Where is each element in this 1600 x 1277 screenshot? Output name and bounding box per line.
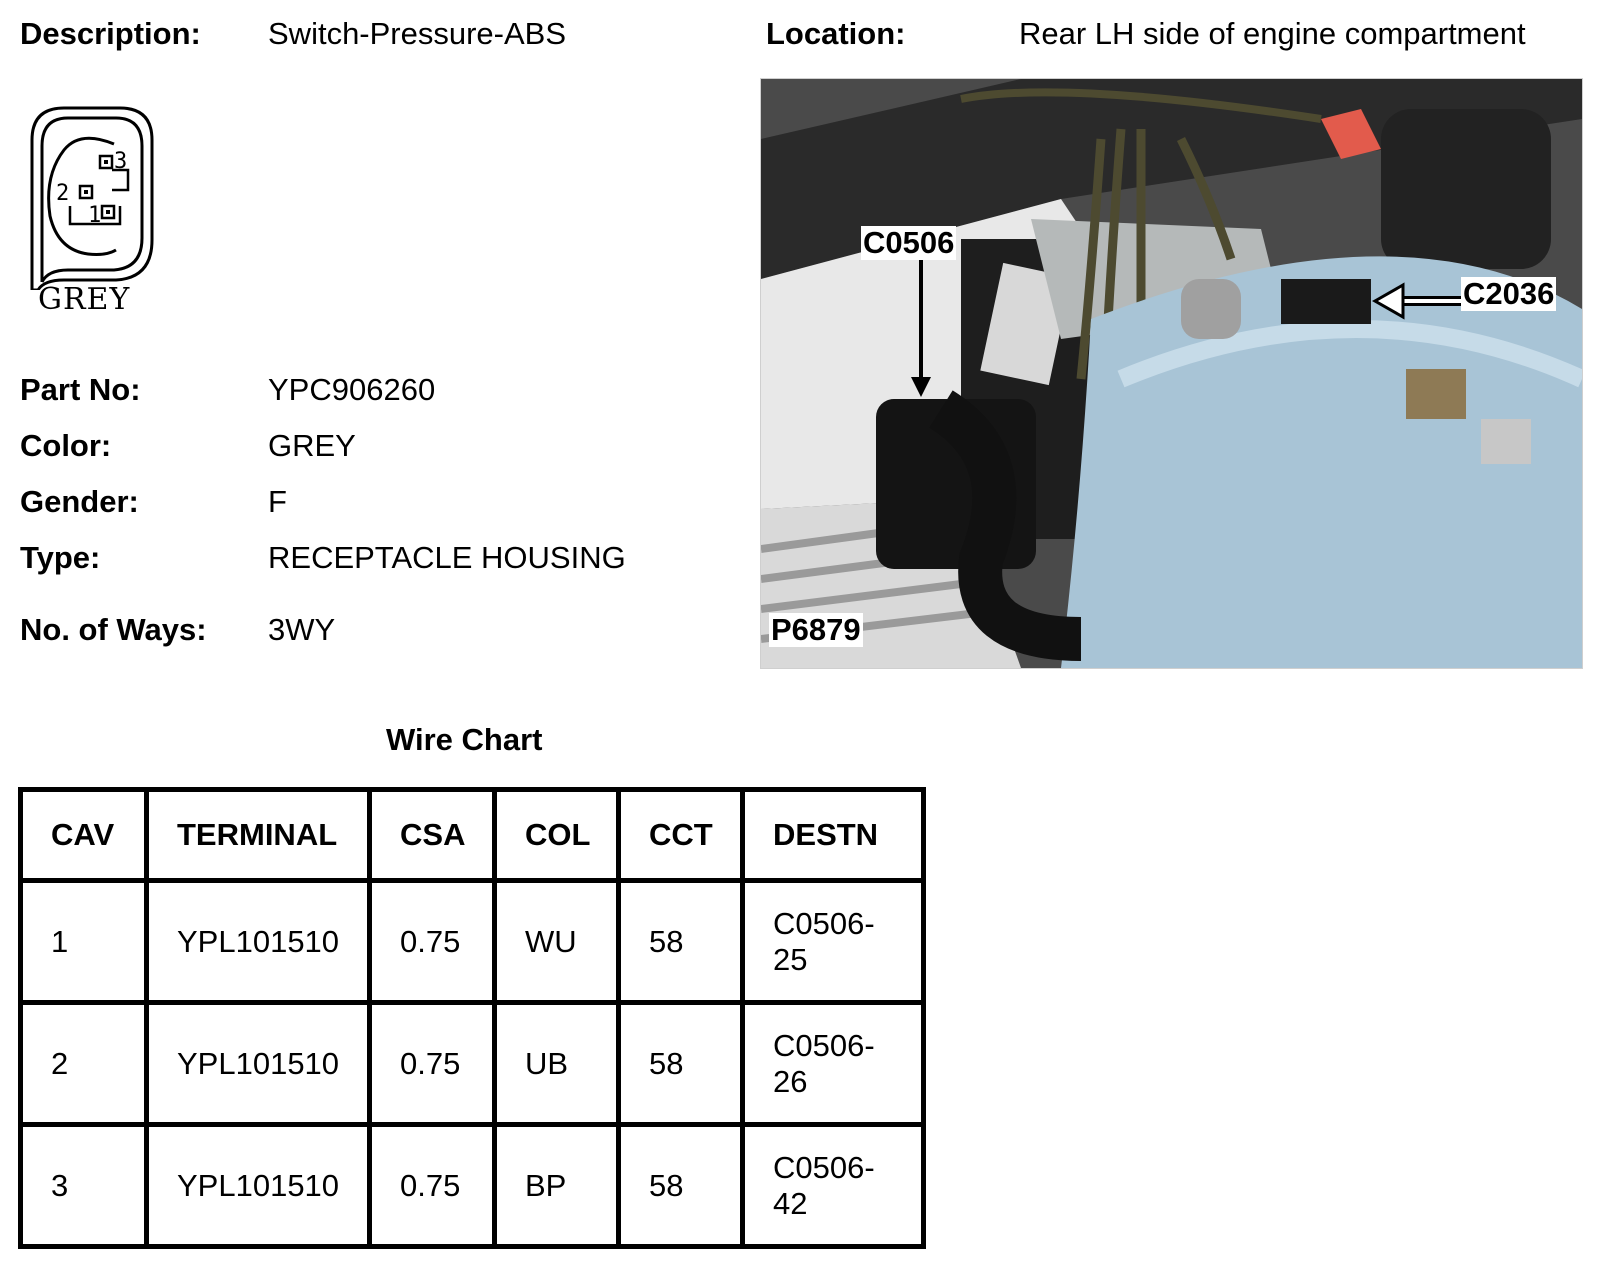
- terminal-cell: YPL101510: [147, 881, 370, 1003]
- column-header-cct: CCT: [619, 790, 743, 881]
- column-header-cav: CAV: [21, 790, 147, 881]
- cav-cell: 2: [21, 1003, 147, 1125]
- description-label: Description:: [20, 16, 201, 51]
- connector-color-caption: GREY: [38, 282, 131, 317]
- column-header-destn: DESTN: [743, 790, 924, 881]
- part-no-value: YPC906260: [268, 372, 436, 407]
- col-cell: BP: [495, 1125, 619, 1247]
- destn-line-2: 26: [773, 1063, 808, 1099]
- pin-1-label: 1: [88, 203, 102, 228]
- terminal-cell: YPL101510: [147, 1125, 370, 1247]
- column-header-terminal: TERMINAL: [147, 790, 370, 881]
- type-label: Type:: [20, 540, 101, 575]
- no-of-ways-label: No. of Ways:: [20, 612, 207, 647]
- no-of-ways-value: 3WY: [268, 612, 336, 647]
- destn-cell: [743, 881, 924, 1003]
- callout-c2036: C2036: [1463, 276, 1555, 311]
- wire-chart-table: [18, 787, 926, 1249]
- color-value: GREY: [268, 428, 356, 463]
- cct-cell: 58: [619, 881, 743, 1003]
- csa-cell: 0.75: [370, 1003, 495, 1125]
- cct-cell: 58: [619, 1125, 743, 1247]
- part-no-label: Part No:: [20, 372, 141, 407]
- col-cell: WU: [495, 881, 619, 1003]
- color-label: Color:: [20, 428, 112, 463]
- table-header-row: [21, 790, 924, 881]
- destn-cell: [743, 1125, 924, 1247]
- destn-line-2: 42: [773, 1185, 808, 1221]
- cct-cell: 58: [619, 1003, 743, 1125]
- location-label: Location:: [766, 16, 906, 51]
- destn-cell: [743, 1003, 924, 1125]
- destn-line-2: 25: [773, 941, 808, 977]
- wire-chart-title: Wire Chart: [386, 722, 543, 757]
- cav-cell: 1: [21, 881, 147, 1003]
- location-value: Rear LH side of engine compartment: [1019, 16, 1526, 51]
- terminal-cell: YPL101510: [147, 1003, 370, 1125]
- column-header-csa: CSA: [370, 790, 495, 881]
- location-photo: [760, 78, 1583, 669]
- description-value: Switch-Pressure-ABS: [268, 16, 567, 51]
- column-header-col: COL: [495, 790, 619, 881]
- col-cell: UB: [495, 1003, 619, 1125]
- pin-3-label: 3: [114, 149, 128, 174]
- table-row: [21, 1125, 924, 1247]
- destn-line-1: C0506-: [773, 1149, 875, 1185]
- csa-cell: 0.75: [370, 881, 495, 1003]
- photo-id-label: P6879: [771, 612, 861, 647]
- table-row: [21, 1003, 924, 1125]
- destn-line-1: C0506-: [773, 1027, 875, 1063]
- cav-cell: 3: [21, 1125, 147, 1247]
- callout-c0506: C0506: [863, 225, 955, 260]
- type-value: RECEPTACLE HOUSING: [268, 540, 626, 575]
- destn-line-1: C0506-: [773, 905, 875, 941]
- table-row: [21, 881, 924, 1003]
- gender-label: Gender:: [20, 484, 139, 519]
- csa-cell: 0.75: [370, 1125, 495, 1247]
- gender-value: F: [268, 484, 287, 519]
- pin-2-label: 2: [56, 181, 70, 206]
